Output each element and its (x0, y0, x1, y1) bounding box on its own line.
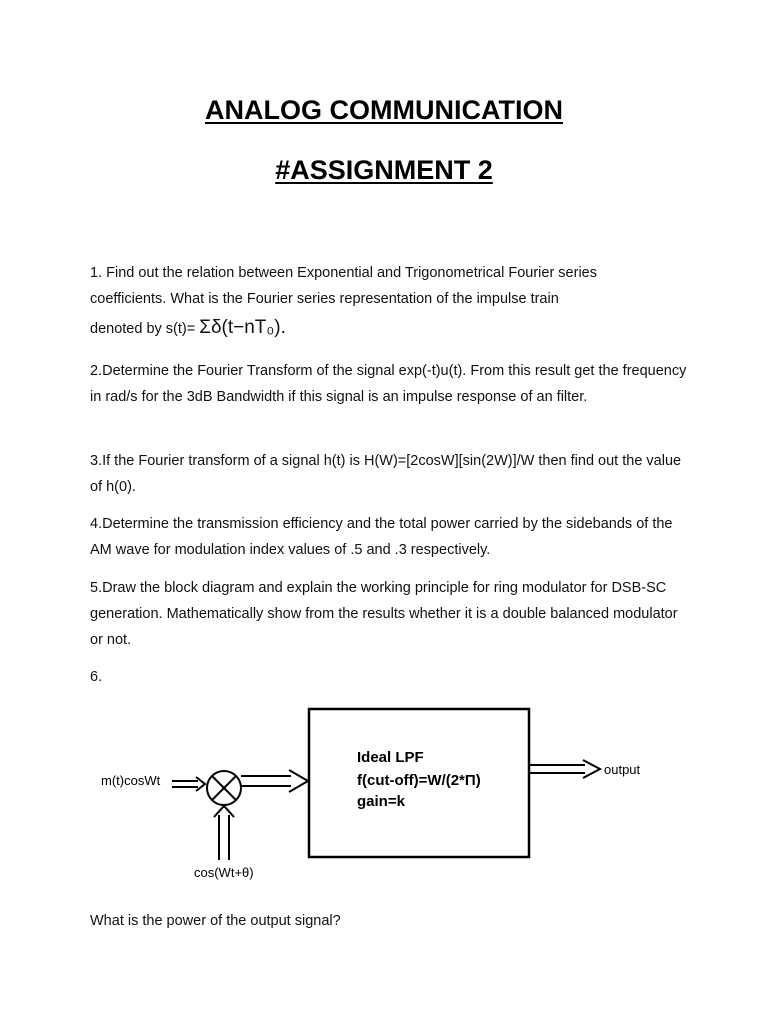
question-6: What is the power of the output signal? (90, 913, 341, 929)
question-2: 2.Determine the Fourier Transform of the signal exp(-t)u(t). From this result get the frequency in rad/s for the 3dB Bandwidth if this signal is an impulse response of an filter. (90, 363, 687, 405)
question-3: 3.If the Fourier transform of a signal h(t) is H(W)=[2cosW][sin(2W)]/W then find out the value of h(0). (90, 453, 682, 495)
question-1-prefix: denoted by s(t)= (90, 321, 200, 337)
input-arrow (172, 777, 205, 791)
question-1-line-2: coefficients. What is the Fourier series representation of the impulse train (90, 291, 559, 307)
lpf-label-line-2: f(cut-off)=W/(2*Π) (357, 772, 481, 789)
output-arrow (530, 760, 600, 778)
input-signal-label: m(t)cosWt (101, 773, 161, 788)
question-5: 5.Draw the block diagram and explain the working principle for ring modulator for DSB-SC generation. Mathematically show from the results whether it is a double balanced modulator or not. (90, 580, 678, 648)
mixer-to-lpf-arrow (241, 770, 308, 792)
carrier-signal-label: cos(Wt+θ) (194, 865, 254, 880)
output-signal-label: output (604, 762, 641, 777)
impulse-train-formula: Σδ(t−nT₀). (199, 317, 286, 338)
lpf-label-line-3: gain=k (357, 793, 405, 810)
carrier-arrow (214, 806, 234, 860)
question-1-line-1: 1. Find out the relation between Exponential and Trigonometrical Fourier series (90, 265, 597, 281)
multiplier-icon (207, 771, 241, 805)
page-title: ANALOG COMMUNICATION (205, 95, 563, 125)
page-subtitle: #ASSIGNMENT 2 (275, 155, 493, 185)
question-6-number: 6. (90, 669, 103, 685)
question-4: 4.Determine the transmission efficiency and the total power carried by the sidebands of the AM wave for modulation index values of .5 and .3 respectively. (90, 516, 673, 558)
lpf-label-line-1: Ideal LPF (357, 749, 424, 766)
